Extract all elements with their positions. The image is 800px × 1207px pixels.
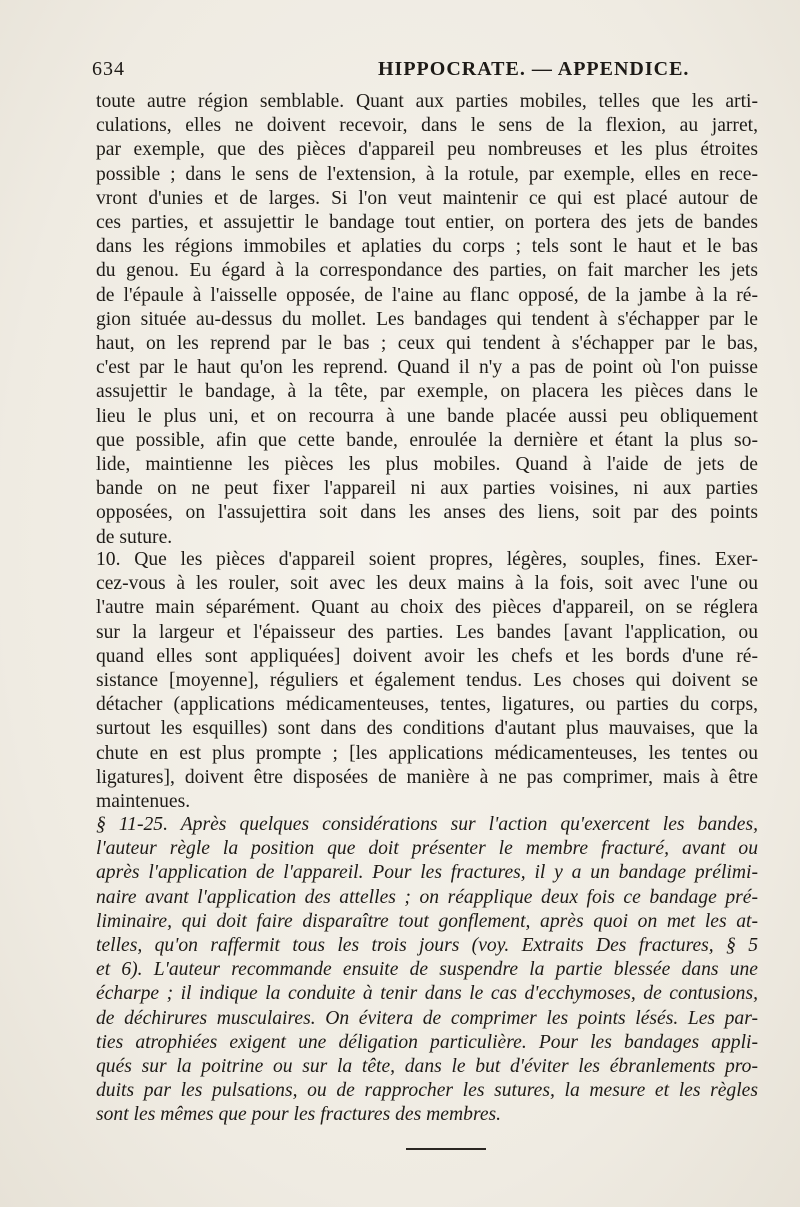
text-line: bande on ne peut fixer l'appareil ni aux parties voisines, ni aux parties [96, 478, 758, 500]
text-line: naire avant l'application des attelles ; on réapplique deux fois ce bandage pré- [96, 886, 758, 908]
text-line: liminaire, qui doit faire disparaître tout gonflement, après quoi on met les at- [96, 910, 758, 932]
text-line: du genou. Eu égard à la correspondance des parties, on fait marcher les jets [96, 260, 758, 282]
text-line: et 6). L'auteur recommande ensuite de suspendre la partie blessée dans une [96, 959, 758, 981]
summary-paragraph [96, 813, 758, 1128]
text-line: l'auteur règle la position que doit présenter le membre fracturé, avant ou [96, 838, 758, 860]
text-line: détacher (applications médicamenteuses, tentes, ligatures, ou parties du corps, [96, 694, 758, 716]
text-line: de l'épaule à l'aisselle opposée, de l'aine au flanc opposé, de la jambe à la ré- [96, 284, 758, 306]
text-line: dans les régions immobiles et aplaties du corps ; tels sont le haut et le bas [96, 236, 758, 258]
text-line: lide, maintienne les pièces les plus mobiles. Quand à l'aide de jets de [96, 454, 758, 476]
page-number: 634 [92, 58, 125, 80]
text-line: 10. Que les pièces d'appareil soient propres, légères, souples, fines. Exer- [96, 549, 758, 570]
text-line: de suture. [96, 526, 173, 548]
text-line: § 11-25. Après quelques considérations sur l'action qu'exercent les bandes, [96, 814, 758, 835]
text-line: chute en est plus prompte ; [les applications médicamenteuses, les tentes ou [96, 742, 758, 764]
text-line: sont les mêmes que pour les fractures des membres. [96, 1104, 502, 1126]
text-line: c'est par le haut qu'on les reprend. Quand il n'y a pas de point où l'on puisse [96, 357, 758, 379]
text-line: ces parties, et assujettir le bandage tout entier, on portera des jets de bandes [96, 212, 758, 234]
text-line: qués sur la poitrine ou sur la tête, dans le but d'éviter les ébranlements pro- [96, 1056, 758, 1078]
text-line: de déchirures musculaires. On évitera de comprimer les points lésés. Les par- [96, 1007, 758, 1029]
closing-rule [406, 1148, 486, 1150]
text-line: sur la largeur et l'épaisseur des parties. Les bandes [avant l'application, ou [96, 621, 758, 643]
text-line: toute autre région semblable. Quant aux parties mobiles, telles que les arti- [96, 91, 758, 112]
text-line: l'autre main séparément. Quant au choix des pièces d'appareil, on se réglera [96, 597, 758, 619]
text-line: sistance [moyenne], réguliers et également tendus. Les choses qui doivent se [96, 670, 758, 692]
running-title: HIPPOCRATE. — APPENDICE. [378, 58, 690, 80]
text-line: opposées, on l'assujettira soit dans les anses des liens, soit par des points [96, 502, 758, 524]
text-line: gion située au-dessus du mollet. Les bandages qui tendent à s'échapper par le [96, 308, 758, 330]
text-line: après l'application de l'appareil. Pour les fractures, il y a un bandage prélimi- [96, 862, 758, 884]
text-line: assujettir le bandage, à la tête, par exemple, on placera les pièces dans le [96, 381, 758, 403]
text-line: quand elles sont appliquées] doivent avoir les chefs et les bords d'une ré- [96, 645, 758, 667]
text-line: que possible, afin que cette bande, enroulée la dernière et étant la plus so- [96, 429, 758, 451]
text-line: ligatures], doivent être disposées de manière à ne pas comprimer, mais à être [96, 766, 758, 788]
text-line: haut, on les reprend par le bas ; ceux qui tendent à s'échapper par le bas, [96, 333, 758, 355]
paragraph-2 [96, 548, 758, 814]
text-line: culations, elles ne doivent recevoir, dans le sens de la flexion, au jarret, [96, 115, 758, 137]
text-line: maintenues. [96, 791, 191, 813]
text-line: écharpe ; il indique la conduite à tenir dans le cas d'ecchymoses, de contusions, [96, 983, 758, 1005]
running-header [92, 50, 764, 86]
text-line: duits par les pulsations, ou de rapprocher les sutures, la mesure et les règles [96, 1080, 758, 1102]
text-line: surtout les esquilles) sont dans des conditions d'autant plus mauvaises, que la [96, 718, 758, 740]
paragraph-1 [96, 90, 758, 550]
text-line: par exemple, que des pièces d'appareil peu nombreuses et les plus étroites [96, 139, 758, 161]
text-line: telles, qu'on raffermit tous les trois jours (voy. Extraits Des fractures, § 5 [96, 935, 758, 957]
text-line: cez-vous à les rouler, soit avec les deux mains à la fois, soit avec l'une ou [96, 573, 758, 595]
text-line: possible ; dans le sens de l'extension, à la rotule, par exemple, elles en rece- [96, 163, 758, 185]
text-line: ties atrophiées exigent une déligation particulière. Pour les bandages appli- [96, 1031, 758, 1053]
text-line: vront d'unies et de larges. Si l'on veut maintenir ce qui est placé autour de [96, 187, 758, 209]
text-line: lieu le plus uni, et on recourra à une bande placée aussi peu obliquement [96, 405, 758, 427]
